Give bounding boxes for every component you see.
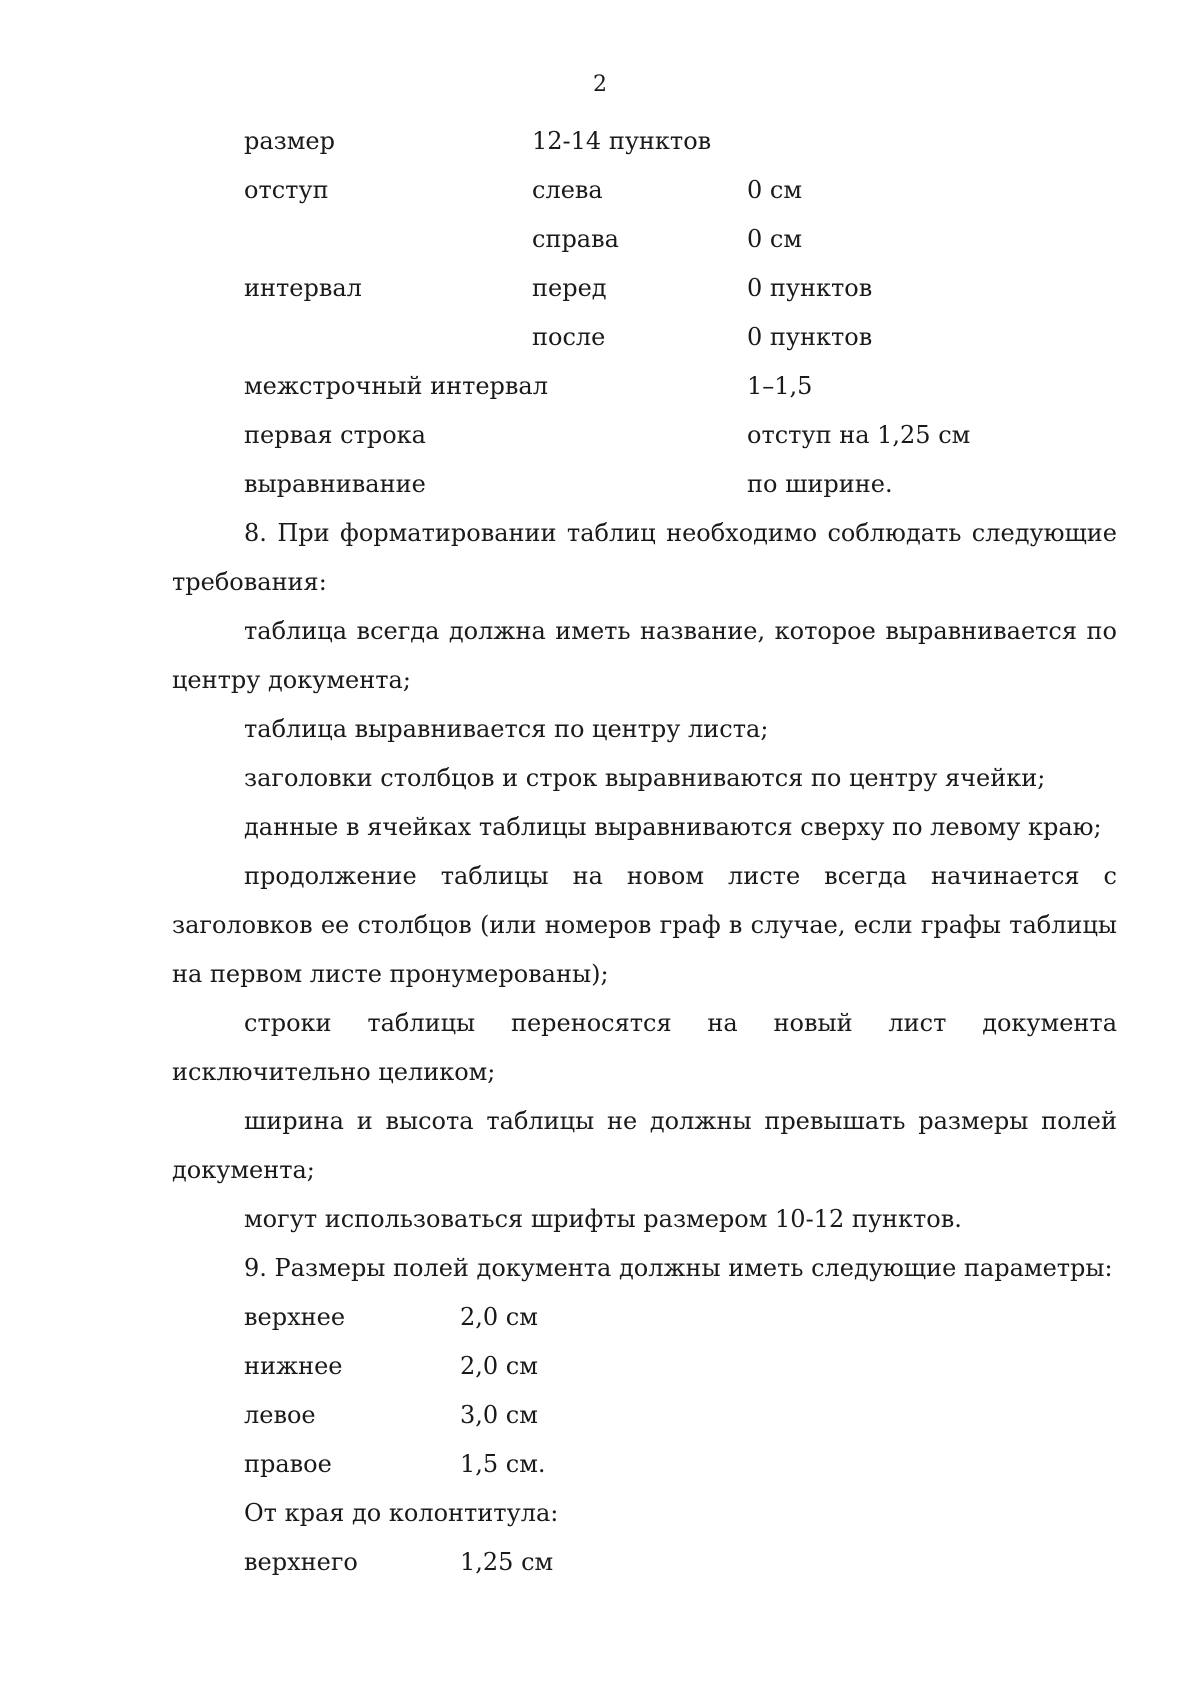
format-value: 0 см xyxy=(747,225,803,253)
table-rule-item: продолжение таблицы на новом листе всегда начинается с заголовков ее столбцов (или номеров граф в случае, если графы таблицы на первом листе пронумерованы); xyxy=(172,862,1117,988)
page-number: 2 xyxy=(593,72,607,97)
font-format-table xyxy=(172,117,1117,509)
table-rule-item: ширина и высота таблицы не должны превышать размеры полей документа; xyxy=(172,1107,1117,1184)
format-row xyxy=(172,362,1117,411)
margin-value: 1,5 см. xyxy=(460,1450,546,1478)
format-value: отступ на 1,25 см xyxy=(747,421,971,449)
format-row xyxy=(172,264,1117,313)
table-rule-item: строки таблицы переносятся на новый лист документа исключительно целиком; xyxy=(172,1009,1117,1086)
format-subparam: справа xyxy=(532,225,619,253)
section-9 xyxy=(172,1244,1117,1587)
margin-value: 2,0 см xyxy=(460,1303,538,1331)
format-param: первая строка xyxy=(244,421,426,449)
format-param: интервал xyxy=(244,274,362,302)
header-distance-row xyxy=(172,1538,1117,1587)
format-subparam: 12-14 пунктов xyxy=(532,127,712,155)
format-row xyxy=(172,411,1117,460)
margin-row xyxy=(172,1440,1117,1489)
format-value: 1–1,5 xyxy=(747,372,813,400)
margin-label: левое xyxy=(244,1401,316,1429)
section-9-heading: 9. Размеры полей документа должны иметь следующие параметры: xyxy=(244,1254,1113,1282)
format-subparam: перед xyxy=(532,274,607,302)
margin-label: правое xyxy=(244,1450,332,1478)
margin-row xyxy=(172,1391,1117,1440)
margin-value: 2,0 см xyxy=(460,1352,538,1380)
format-subparam: после xyxy=(532,323,606,351)
margin-value: 3,0 см xyxy=(460,1401,538,1429)
format-param: размер xyxy=(244,127,335,155)
header-distance-heading: От края до колонтитула: xyxy=(244,1499,559,1527)
margin-label: нижнее xyxy=(244,1352,343,1380)
format-param: выравнивание xyxy=(244,470,426,498)
document-body xyxy=(172,117,1117,1587)
section-8-heading: 8. При форматировании таблиц необходимо соблюдать следующие требования: xyxy=(172,519,1117,596)
format-value: 0 пунктов xyxy=(747,274,873,302)
format-row xyxy=(172,460,1117,509)
header-distance-label: верхнего xyxy=(244,1548,358,1576)
table-rule-item: таблица выравнивается по центру листа; xyxy=(244,715,769,743)
table-rule-item: заголовки столбцов и строк выравниваются по центру ячейки; xyxy=(244,764,1046,792)
header-distance-value: 1,25 см xyxy=(460,1548,554,1576)
format-param: отступ xyxy=(244,176,329,204)
table-rule-item: таблица всегда должна иметь название, которое выравнивается по центру документа; xyxy=(172,617,1117,694)
format-value: 0 пунктов xyxy=(747,323,873,351)
margin-row xyxy=(172,1342,1117,1391)
format-param: межстрочный интервал xyxy=(244,372,548,400)
format-row xyxy=(172,313,1117,362)
table-rule-item: данные в ячейках таблицы выравниваются сверху по левому краю; xyxy=(244,813,1102,841)
format-row xyxy=(172,215,1117,264)
format-subparam: слева xyxy=(532,176,603,204)
format-value: 0 см xyxy=(747,176,803,204)
format-value: по ширине. xyxy=(747,470,893,498)
table-rule-item: могут использоваться шрифты размером 10-12 пунктов. xyxy=(244,1205,962,1233)
format-row xyxy=(172,117,1117,166)
margin-label: верхнее xyxy=(244,1303,346,1331)
format-row xyxy=(172,166,1117,215)
margin-row xyxy=(172,1293,1117,1342)
section-8 xyxy=(172,509,1117,1244)
